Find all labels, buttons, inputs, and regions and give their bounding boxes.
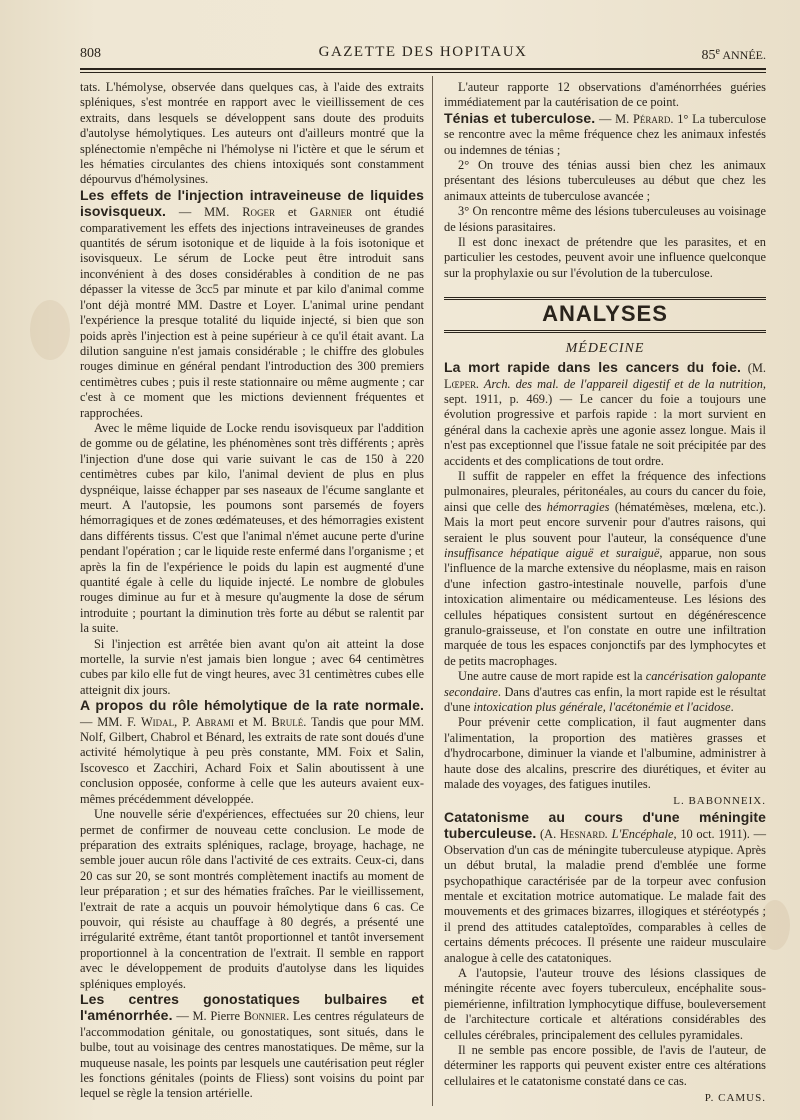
conjunction: et xyxy=(274,205,310,220)
article-body: 10 oct. 1911). — Observation d'un cas de méningite tuberculeuse atypique. Après un début brutal, la maladie prend d'emblée une forme psychopathique caractérisée par de la torpeur avec confusion mentale et excitation motrice automatique. Le malade fait des mouvements et des grimaces bizarres, illogiques et stéréotypés ; il prend des attitudes cataleptoïdes, comparables à celles de certains déments précoces. Il présente une raideur musculaire analogue à celle des catatoniques. xyxy=(444,827,766,965)
left-column xyxy=(80,80,424,1102)
year-suffix: e xyxy=(715,46,720,57)
text-run: Une autre cause de mort rapide est la xyxy=(458,669,646,684)
author-name: Hesnard xyxy=(559,827,605,842)
italic-term: hémorragies xyxy=(546,499,610,514)
section-body: ont étudié comparativement les effets des injections intraveineuses de grandes quantités de sérum isotonique et de liquide à la fois isotonique et isovisqueux. Le sérum de Locke peut être introduit sans inconvénient à des doses considérables à condition de ne pas dépasser la vitesse de 3cc5 par minute et par kilo d'animal comme l'ont déjà montré MM. Dastre et Loyer. L'animal urine pendant l'expérience la presque totalité du liquide injecté, si bien que son poids après l'injection est à peine supérieur à ce qu'il était avant. La dilution sanguine n'est jamais considérable ; le chiffre des globules rouges diminue en général pendant l'introduction des 300 premiers centimètres cubes ; puis il reste stationnaire ou même augmente ; car c'est à ce moment que les mictions deviennent fréquentes et rapprochées. xyxy=(80,205,424,420)
text-run: . xyxy=(730,700,734,715)
section-heading: Les effets de l'injection intraveineuse de liquides isovisqueux. xyxy=(80,186,424,220)
analyses-title: ANALYSES xyxy=(542,301,668,327)
journal-reference: . Arch. des mal. de l'appareil digestif et de la nutrition, xyxy=(476,376,766,391)
paragraph xyxy=(444,669,766,715)
section-body: . Tandis que pour MM. Nolf, Gilbert, Chabrol et Bénard, les extraits de rate sont doués d'une activité hémolytique à peu près constante, MM. Foix et Salin, Iscovesco et Zacchiri, Achard Foix et Salin aboutissent à une conclusion opposée, conforme à celle que les auteurs avaient eux-mêmes précédemment développée. xyxy=(80,714,424,806)
page-number: 808 xyxy=(80,46,101,61)
author-name: Garnier xyxy=(309,205,353,220)
section-lead: — M. Pierre xyxy=(172,1009,244,1024)
separator: , P. xyxy=(174,714,196,729)
paragraph: Pour prévenir cette complication, il faut augmenter dans l'alimentation, la proportion des matières grasses et d'hydrocarbone, diminuer la viande et l'albumine, administrer à haute dose des alcalins, prescrire des diurétiques, et éviter au malade des voyages, des fatigues inutiles. xyxy=(444,715,766,792)
year-label xyxy=(702,46,766,64)
paragraph: tats. L'hémolyse, observée dans quelques cas, à l'aide des extraits spléniques, s'est montrée en rapport avec le vieillissement de ces extraits, dans lesquels se développent sans doute des produits d'autolyse hémolytiques. Les auteurs ont d'ailleurs montré que la splénectomie n'empêche ni l'hémolyse ni l'ictère et que le sérum et les hématies circulantes des chiens intoxiqués sont constamment dépourvus d'hémolysines. xyxy=(80,80,424,187)
paragraph: 3° On rencontre même des lésions tuberculeuses au voisinage de lésions parasitaires. xyxy=(444,204,766,234)
year-number: 85 xyxy=(701,48,716,63)
analyses-banner xyxy=(444,297,766,332)
author-name: Roger xyxy=(242,205,275,220)
author-name: Widal xyxy=(140,714,175,729)
author-name: Pérard xyxy=(632,111,671,126)
paragraph: L'auteur rapporte 12 observations d'aménorrhées guéries immédiatement par la cautérisation de ce point. xyxy=(444,80,766,110)
section-lead: — MM. xyxy=(166,205,243,220)
signature: L. BABONNEIX. xyxy=(673,795,766,808)
running-head xyxy=(80,40,766,64)
article-lead: (M. xyxy=(741,361,766,376)
article-mort-rapide xyxy=(444,360,766,469)
paragraph: Avec le même liquide de Locke rendu isovisqueux par l'addition de gomme ou de gélatine, les phénomènes sont très différents ; après l'injection d'une dose qui varie suivant le cas de 150 à 220 centimètres cubes par kilo, l'animal devient de plus en plus dyspnéique, laisse échapper par ses naseaux de l'écume sanglante et meurt. A l'autopsie, les poumons sont parsemés de foyers hémorragiques et de zones œdémateuses, et des hémorragies existent dans différents tissus. C'est que l'animal n'émet aucune perte d'urine pendant l'opération ; car le liquide reste enfermé dans l'organisme ; et après la fin de l'expérience le poids du lapin est augmenté d'une quantité égale à celle du liquide injecté. Le nombre de globules rouges diminue au fur et à mesure qu'augmente la dose de sérum introduite ; pourtant la diminution très forte au début se ralentit par la suite. xyxy=(80,420,424,636)
section-heading: Les centres gonostatiques bulbaires et l'aménorrhée. xyxy=(80,990,424,1024)
section-tenias xyxy=(444,111,766,158)
header-rule-thin xyxy=(80,72,766,73)
section-heading: A propos du rôle hémolytique de la rate normale. xyxy=(80,697,424,714)
section-body: . Les centres régulateurs de l'accommodation génitale, ou gonostatiques, sont situés, dans le bulbe, tout au voisinage des centres manostatiques. De même, sur la muqueuse nasale, les points par lesquels une cautérisation peut régler les fonctions génitales (points de Fliess) sont voisins du point par lequel se règle la tension artérielle. xyxy=(80,1009,425,1101)
right-column xyxy=(444,80,766,1107)
section-gonostatiques xyxy=(80,992,424,1102)
article-heading: Catatonisme au cours d'une méningite tuberculeuse. xyxy=(444,808,766,842)
paragraph xyxy=(444,469,766,669)
section-lead: — M. xyxy=(595,111,633,126)
author-name: Lœper xyxy=(444,376,477,391)
italic-term: intoxication plus générale, l'acétonémie et l'acidose xyxy=(473,700,731,715)
article-heading: La mort rapide dans les cancers du foie. xyxy=(444,359,742,376)
text-run: Il suffit de rappeler en effet la fréquence des infections pulmonaires, pleurales, péritonéales, au cours du cancer du foie, ainsi que celle des xyxy=(444,468,766,514)
section-hemolysis-isovisqueux xyxy=(80,188,424,421)
article-body: sept. 1911, p. 469.) — Le cancer du foie a toujours une évolution progressive et parfois rapide : la mort survient en général dans la cachexie après une agonie assez longue. Mais il n'est pas exceptionnel que l'issue fatale ne soit précipitée par des accidents et des complications de tout ordre. xyxy=(444,391,766,468)
text-run: . Dans d'autres cas enfin, la mort rapide est le résultat d'une xyxy=(444,684,766,715)
paragraph: Si l'injection est arrêtée bien avant qu'on ait atteint la dose mortelle, la survie n'est jamais bien longue ; avec 64 centimètres cubes par kilo elle fut de vingt heures, avec 31 centimètres cubes elle atteignit dix jours. xyxy=(80,636,424,697)
text-run: (hématémèses, mœlena, etc.). Mais la mort peut encore survenir pour d'autres raisons, qui seraient le plus souvent pour l'auteur, la conséquence d'une xyxy=(444,499,766,545)
paragraph: Il est donc inexact de prétendre que les parasites, et en particulier les cestodes, peuvent avoir une influence quelconque sur la prophylaxie ou sur l'évolution de la tuberculose. xyxy=(444,235,766,280)
article-catatonisme xyxy=(444,810,766,966)
italic-term: insuffisance hépatique aiguë et suraiguë xyxy=(444,545,660,560)
paragraph: Il ne semble pas encore possible, de l'avis de l'auteur, de déterminer les rapports qui peuvent exister entre ces altérations cellulaires et le catatonisme constaté dans ce cas. xyxy=(444,1042,766,1088)
journal-title: GAZETTE DES HOPITAUX xyxy=(318,44,528,60)
rubric-title: MÉDECINE xyxy=(565,340,645,356)
section-body: . 1° La tuberculose se rencontre avec la même fréquence chez les animaux infestés ou indemnes de ténias ; xyxy=(444,111,766,157)
column-divider xyxy=(432,76,433,1106)
article-lead: (A. xyxy=(536,827,560,842)
section-rate-normale xyxy=(80,698,424,807)
italic-term: cancérisation galopante secondaire xyxy=(444,669,766,699)
signature: P. CAMUS. xyxy=(704,1092,766,1105)
journal-reference: . L'Encéphale, xyxy=(604,827,677,842)
text-run: , apparue, non sous l'influence de la marche extensive du néoplasme, mais en raison d'une infection gastro-intestinale nouvelle, parfois d'une intoxication alimentaire ou médicamenteuse. Les lésions des cellules hépatiques consistent surtout en dégénérescence granulo-graisseuse, et l'on constate en outre une infiltration marquée de tous les espaces conjonctifs par des lymphocytes et de petits macrophages. xyxy=(444,545,766,668)
header-rule xyxy=(80,68,766,70)
separator: et M. xyxy=(233,714,272,729)
section-heading: Ténias et tuberculose. xyxy=(444,109,596,126)
paragraph: 2° On trouve des ténias aussi bien chez les animaux présentant des lésions tuberculeuses au début que chez les animaux atteints de tuberculose avancée ; xyxy=(444,158,766,203)
paper-stain xyxy=(30,300,70,360)
author-name: Brulé xyxy=(271,714,304,729)
paragraph: A l'autopsie, l'auteur trouve des lésions classiques de méningite récente avec foyers tuberculeux, encéphalite sous-piemérienne, infiltration lymphocytique diffuse, bouleversement de l'architecture corticale et altérations considérables des cellules cérébrales, principalement des cellules pyramidales. xyxy=(444,965,766,1042)
author-name: Bonnier xyxy=(243,1009,287,1024)
paragraph: Une nouvelle série d'expériences, effectuées sur 20 chiens, leur permet de confirmer de nouveau cette conclusion. Le mode de préparation des extraits spléniques, raclage, broyage, hachage, ne semble jouer aucun rôle dans l'activité de ces extraits. Ceux-ci, dans 20 cas sur 20, se sont montrés complètement inactifs au moment de leur préparation ; et sur des hématies fraîches. Par le vieillissement, l'extrait de rate a acquis un pouvoir hémolytique dans 6 cas. Ce pouvoir, qui résiste au chauffage à 80 degrés, a présenté une irrégularité extrême, étant tantôt proportionnel et tantôt inversement proportionnel à la concentration de l'extrait. Il semble en rapport avec le développement de produits d'autolyse dans les liquides spléniques employés. xyxy=(80,807,424,991)
author-name: Abrami xyxy=(195,714,234,729)
section-lead: — MM. F. xyxy=(80,714,141,729)
year-word: ANNÉE. xyxy=(722,48,766,62)
